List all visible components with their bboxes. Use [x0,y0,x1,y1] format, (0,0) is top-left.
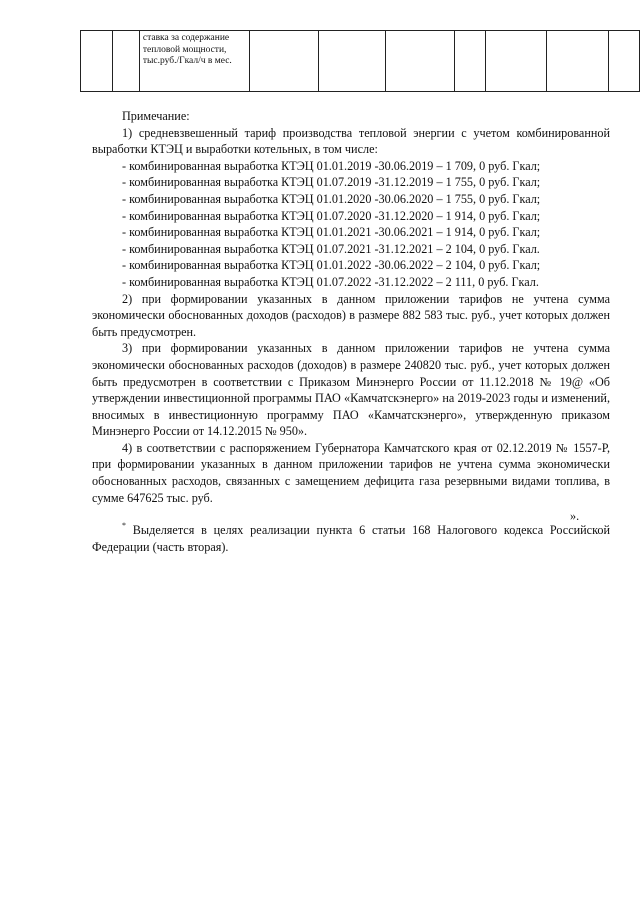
table-cell [81,31,113,92]
table-cell [609,31,640,92]
note-item-1-intro: 1) средневзвешенный тариф производства тепловой энергии с учетом комбинированной выработки КТЭЦ и выработки котельных, в том числе: [92,125,610,157]
note-item-3: 3) при формировании указанных в данном приложении тарифов не учтена сумма экономически обоснованных расходов (доходов) в размере 240820 тыс. руб., учет которых должен быть предусмотрен в соответствии с Приказом Минэнерго России от 11.12.2018 № 19@ «Об утверждении инвестиционной программы ПАО «Камчатскэнерго» на 2019-2023 годы и изменений, вносимых в инвестиционную программу ПАО «Камчатскэнерго», утвержденную приказом Минэнерго России от 14.12.2015 № 950». [92,341,610,439]
table-cell [386,31,455,92]
list-item: - комбинированная выработка КТЭЦ 01.07.2020 -31.12.2020 – 1 914, 0 руб. Гкал; [122,208,541,223]
list-item: - комбинированная выработка КТЭЦ 01.01.2019 -30.06.2019 – 1 709, 0 руб. Гкал; [122,158,541,173]
list-item: - комбинированная выработка КТЭЦ 01.07.2022 -31.12.2022 – 2 111, 0 руб. Гкал. [122,274,539,289]
footnote-marker: * [122,521,126,531]
table-cell [318,31,386,92]
table-cell-rate-description [139,31,249,92]
list-item: - комбинированная выработка КТЭЦ 01.01.2020 -30.06.2020 – 1 755, 0 руб. Гкал; [122,191,541,206]
tariff-table-fragment [80,30,640,92]
table-cell [547,31,609,92]
table-cell [112,31,139,92]
notes-section [92,108,610,555]
rate-description-text: ставка за содержание тепловой мощности, тыс.руб./Гкал/ч в мес. [142,33,232,67]
notes-heading: Примечание: [122,109,190,123]
table-row [81,31,640,92]
table-cell [249,31,318,92]
list-item: - комбинированная выработка КТЭЦ 01.07.2021 -31.12.2021 – 2 104, 0 руб. Гкал. [122,241,540,256]
note-item-2: 2) при формировании указанных в данном приложении тарифов не учтена сумма экономически обоснованных доходов (расходов) в размере 882 583 тыс. руб., учет которых должен быть предусмотрен. [92,291,610,339]
footnote [92,522,610,555]
note-item-4: 4) в соответствии с распоряжением Губернатора Камчатского края от 02.12.2019 № 1557-Р, при формировании указанных в данном приложении тарифов не учтена сумма экономически обоснованных расходов, связанных с замещением дефицита газа резервными видами топлива, в сумме 647625 тыс. руб. [92,440,610,505]
table-cell [455,31,486,92]
table-cell [486,31,547,92]
list-item: - комбинированная выработка КТЭЦ 01.07.2019 -31.12.2019 – 1 755, 0 руб. Гкал; [122,175,541,190]
list-item: - комбинированная выработка КТЭЦ 01.01.2021 -30.06.2021 – 1 914, 0 руб. Гкал; [122,225,541,240]
footnote-text: Выделяется в целях реализации пункта 6 статьи 168 Налогового кодекса Российской Федерации (часть вторая). [92,523,610,554]
list-item: - комбинированная выработка КТЭЦ 01.01.2022 -30.06.2022 – 2 104, 0 руб. Гкал; [122,258,541,273]
closing-quote: ». [570,509,580,523]
